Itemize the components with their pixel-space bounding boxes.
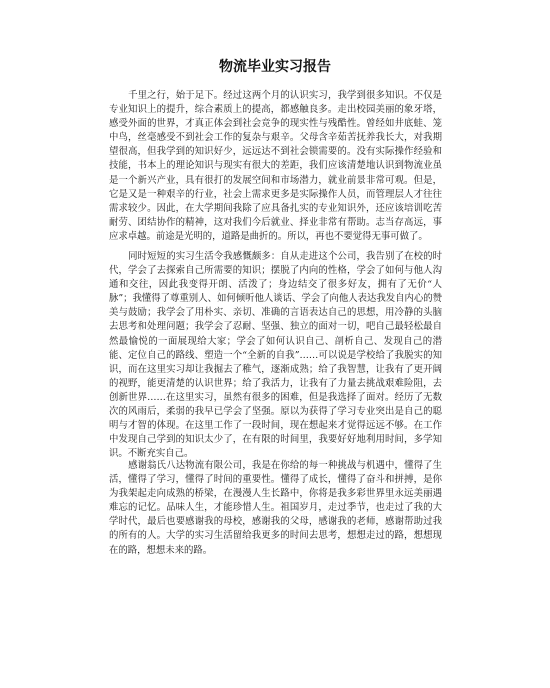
paragraph-1-text: 千里之行，始于足下。经过这两个月的认识实习，我学到很多知识。不仅是专业知识上的提升，综合素质上的提高，都感触良多。走出校园美丽的象牙塔，感受外面的世界，才真正体会到社会竞争的现实性与残酷性。曾经如井底蛙、笼中鸟，丝毫感受不到社会工作的复杂与艰辛。父母含辛茹苦抚养我长大，对我期望很高，但我学到的知识好少，远远达不到社会锁需要的。没有实际操作经验和技能，书本上的理论知识与现实有很大的差距，我们应该清楚地认识到物流业虽是一个新兴产业，具有很打的发展空间和市场潜力，就业前景非常可观。但是，它是又是一种艰辛的行业，社会上需求更多是实际操作人员，而管理层人才往往需求较少。因此，在大学期间我除了应具备扎实的专业知识外，还应该培训吃苦耐劳、团结协作的精神，这对我们今后就业、择业非常有帮助。志当存高远，事应求卓越。前途是光明的，道路是曲折的。所以，再也不要觉得无事可做了。	[109, 90, 442, 242]
paragraph-1	[109, 89, 442, 244]
document-title: 物流毕业实习报告	[219, 59, 331, 75]
paragraph-3-text: 感谢翁氏八达物流有限公司，我是在你给的每一种挑战与机遇中，懂得了生活，懂得了学习，懂得了时间的重要性。懂得了成长，懂得了奋斗和拼搏，是你为我架起走向成熟的桥梁，在漫漫人生长路中，你将是我多彩世界里永远美丽遇难忘的记忆。品味人生，才能珍惜人生。祖国岁月，走过季节，也走过了我的大学时代，最后也要感谢我的母校，感谢我的父母，感谢我的老师，感谢帮助过我的所有的人。大学的实习生活留给我更多的时间去思考，想想走过的路，想想现在的路，想想未来的路。	[109, 460, 442, 556]
paragraph-2	[109, 250, 442, 461]
paragraph-3	[109, 459, 442, 558]
paragraph-2-text: 同时短短的实习生活令我感慨颇多：自从走进这个公司，我告别了在校的时代，学会了去探索自己所需要的知识；摆脱了内向的性格，学会了如何与他人沟通和交往，因此我变得开朗、活泼了；身边结交了很多好友，拥有了无价“人脉”；我懂得了尊重别人、如何倾听他人谈话、学会了向他人表达我发自内心的赞美与鼓励；我学会了用朴实、亲切、准确的言语表达自己的思想，用冷静的头脑去思考和处理问题；我学会了忍耐、坚强、独立的面对一切，吧自己最轻松最自然最愉悦的一面展现给大家；学会了如何认识自己、剖析自己、发现自己的潜能、定位自己的路线、塑造一个“全新的自我”……可以说是学校给了我脱实的知识，而在这里实习却让我掘去了稚气，逐渐成熟；给了我智慧，让我有了更开阔的视野，能更清楚的认识世界；给了我活力，让我有了力量去挑战艰难险阻，去创新世界……在这里实习，虽然有很多的困难，但是我选择了面对。经历了无数次的风雨后，柔弱的我早已学会了坚强。原以为获得了学习专业突出是自己的聪明与才智的体现。在这里工作了一段时间，现在想起来才觉得远远不够。在工作中发现自己学到的知识太少了，在有限的时间里，我要好好地利用时间，多学知识。不断充实自己。	[109, 251, 442, 460]
